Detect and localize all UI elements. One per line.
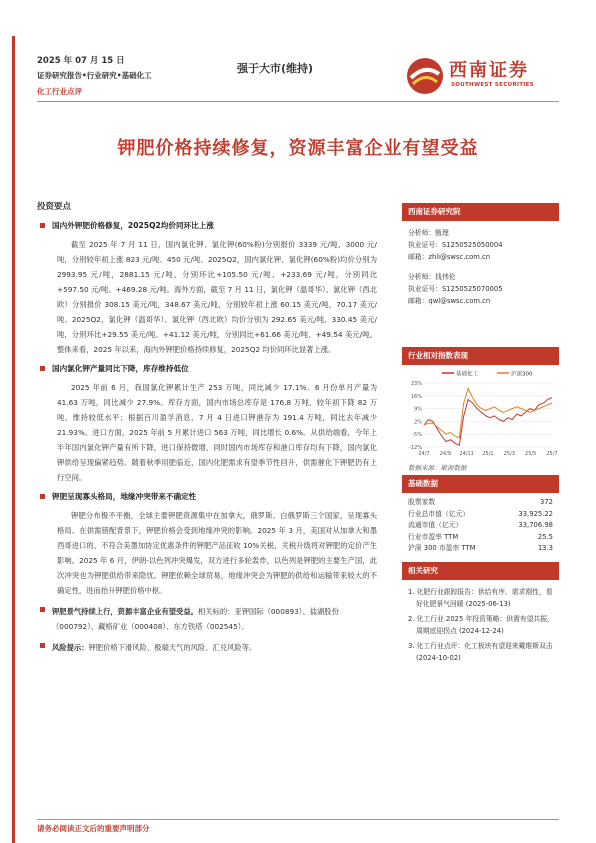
paragraph: 2025 年前 6 月，我国氯化钾累计生产 253 万吨，同比减少 17.1%。6 月份单月产量为 41.63 万吨，同比减少 27.9%。库存方面，国内市场总库存是 176.8 万吨，较年初下降 82 万吨，维持较低水平；根据百川盈孚消息，7 月 4 日进口钾港存为 191.4 万吨，同比去年减少 21.93%。进口方面，2025 年前 5 月累计进口 563 万吨，同比增长 0.6%。从供给端看，今年上半年国内氯化钾产量有所下降，进口保持微增，同时国内市场库存和港口库存均有下降，国内氯化钾供给呈现偏紧趋势。随着秋季用肥临近，国内化肥需求有望季节性回升，供需催化下钾肥仍有上行空间。 (57, 383, 377, 482)
chart-source: 数据来源：聚源数据 (408, 464, 467, 472)
x-tick-label: 25/5 (525, 451, 537, 457)
x-tick-label: 24/7 (418, 451, 430, 457)
report-date: 2025 年 07 月 15 日 (37, 56, 125, 66)
company-logo (405, 52, 555, 100)
related-targets-text: 相关标的：亚钾国际（000893）、盐湖股份（000792）、藏格矿业（000408）、东方铁塔（002545）。 (52, 607, 339, 631)
y-tick-label: 16% (410, 393, 422, 400)
sidebar-title-basic: 基础数据 (402, 475, 559, 493)
sidebar-title-chart: 行业相对指数表现 (402, 347, 559, 365)
report-type: 化工行业点评 (37, 87, 82, 96)
y-tick-label: 9% (414, 406, 422, 413)
analyst-name: 分析师：甄理 (408, 229, 449, 237)
bullet-heading (37, 220, 377, 231)
analyst-name: 分析师：钱伟伦 (408, 273, 456, 281)
basic-value: 33,706.98 (518, 521, 553, 529)
bullet-square-icon (40, 494, 45, 499)
relative-index-chart (402, 367, 559, 463)
bullet-heading (37, 363, 377, 374)
bullet-heading-text: 国内氯化钾产量同比下降，库存维持低位 (52, 364, 189, 373)
basic-key: 行业总市值（亿元） (408, 509, 470, 518)
basic-row (402, 497, 559, 509)
bullet-heading-text: 钾肥呈现寡头格局，地缘冲突带来不确定性 (52, 492, 197, 501)
sidebar-title-research: 西南证券研究院 (402, 203, 559, 221)
industry-rating: 强于大市(维持) (237, 62, 314, 75)
bullet-square-icon (40, 223, 45, 228)
bullet-square-icon (40, 607, 45, 612)
risk-warning-text: 钾肥价格下滑风险、极端天气的风险、汇兑风险等。 (88, 643, 257, 652)
email-label: 邮箱： (408, 253, 429, 261)
related-report-link[interactable]: 1. 化肥行业跟踪报告：供给有序、需求刚性，看好化肥景气回暖 (2025-06-13) (408, 588, 553, 608)
basic-value: 33,925.22 (518, 509, 553, 518)
y-tick-label: -12% (409, 445, 422, 451)
related-report-link[interactable]: 3. 化工行业点评：化工板块有望迎来戴维斯双击 (2024-10-02) (408, 642, 553, 662)
basic-key: 沪深 300 市盈率 TTM (408, 544, 476, 552)
logo-text-en: SOUTHWEST SECURITIES (451, 82, 534, 88)
basic-key: 流通市值（亿元） (408, 521, 463, 529)
email-label: 邮箱： (408, 297, 429, 305)
bullet-square-icon (40, 366, 45, 371)
legend-label: 沪深300 (511, 371, 533, 378)
x-tick-label: 25/7 (546, 451, 558, 457)
bullet-heading (37, 491, 377, 502)
y-tick-label: 2% (414, 419, 422, 426)
basic-key: 行业市盈率 TTM (408, 532, 459, 541)
x-tick-label: 24/9 (439, 451, 451, 457)
bullet-heading-text: 国内外钾肥价格修复，2025Q2均价同环比上涨 (52, 221, 214, 230)
footer-divider (37, 819, 559, 820)
sidebar-basic-data (402, 475, 559, 555)
basic-value: 13.3 (537, 544, 553, 552)
report-category: 证券研究报告•行业研究•基础化工 (37, 71, 152, 80)
bullet-heading-text: 钾肥景气持续上行，资源丰富企业有望受益。 (52, 607, 198, 616)
x-tick-label: 24/11 (459, 451, 474, 457)
basic-row (402, 543, 559, 555)
bullet-square-icon (40, 643, 45, 648)
bullet-inline (37, 640, 377, 655)
y-tick-label: -5% (412, 432, 422, 439)
header-divider (37, 101, 559, 102)
main-content (37, 200, 377, 661)
sidebar-chart (402, 347, 559, 472)
bullet-inline (37, 604, 377, 634)
section-heading: 投资要点 (37, 202, 72, 212)
y-tick-label: 23% (410, 381, 422, 387)
x-tick-label: 25/1 (482, 451, 494, 457)
sidebar-title-related: 相关研究 (402, 562, 559, 580)
x-tick-label: 25/3 (503, 451, 515, 457)
analyst-email-link[interactable]: zhli@swsc.com.cn (428, 253, 491, 261)
analyst-email-link[interactable]: qwl@swsc.com.cn (428, 297, 491, 305)
paragraph: 钾肥分布极不平衡，全球主要钾肥资源集中在加拿大，俄罗斯、白俄罗斯三个国家，呈现寡头格局。在供需错配背景下，钾肥价格会受到地缘冲突的影响。2025 年 3 月，美国对从加拿大和墨西哥进口的、不符合美墨加协定优惠条件的钾肥产品征收 10%关税，关税升级将对钾肥的定价产生影响。2025 年 6 月，伊朗-以色列冲突爆发，双方进行多轮轰炸，以色列是钾肥的主要生产国，此次冲突也为钾肥供给带来隐忧。钾肥依赖全球贸易，地缘冲突会为钾肥的供给和运输带来较大的不确定性，进而抬升钾肥价格中枢。 (57, 511, 377, 595)
sidebar-related-research (402, 562, 559, 667)
basic-row (402, 532, 559, 544)
related-report-link[interactable]: 2. 化工行业 2025 年投资策略：供需有望共振，周期底迎拐点 (2024-12-24) (408, 615, 554, 635)
left-accent-bar (12, 36, 15, 843)
bullet-heading-text: 风险提示： (52, 643, 89, 652)
logo-mark-icon (405, 56, 445, 96)
basic-row (402, 520, 559, 532)
basic-value: 372 (540, 498, 553, 506)
sidebar-research (402, 203, 559, 307)
logo-text-cn: 西南证券 (449, 60, 529, 81)
basic-row (402, 509, 559, 521)
basic-key: 股票家数 (408, 498, 436, 506)
analyst-cert: 执业证号：S1250525070005 (408, 285, 503, 293)
analyst-cert: 执业证号：S1250525050004 (408, 241, 503, 249)
report-title: 钾肥价格持续修复，资源丰富企业有望受益 (117, 138, 479, 159)
paragraph: 截至 2025 年 7 月 11 日，国内氯化钾、氯化钾(60%粉)分别报价 3339 元/吨、3000 元/吨，分别较年初上涨 823 元/吨、450 元/吨。2025Q2，国内氯化钾、氯化钾(60%粉)均价分别为 2993.95 元/吨，2881.15 元/吨，分别环比+105.50 元/吨、+233.69 元/吨，分别同比+597.50 元/吨、+469.28 元/吨。海外方面，截至 7 月 11 日，氯化钾（温哥华）、氯化钾（西北欧）分别报价 308.15 美元/吨，348.67 美元/吨，分别较年初上涨 60.15 美元/吨，70.17 美元/吨。2025Q2，氯化钾（温哥华）、氯化钾（西北欧）均价分别为 292.65 美元/吨、330.45 美元/吨，分别环比+29.55 美元/吨、+41.12 美元/吨，分别同比+61.66 美元/吨、+49.54 美元/吨。整体来看，2025 年以来，海内外钾肥价格持续修复，2025Q2 均价同环比显著上涨。 (57, 240, 377, 354)
legend-label: 基础化工 (456, 371, 479, 378)
footer-disclaimer: 请务必阅读正文后的重要声明部分 (37, 824, 150, 833)
basic-value: 25.5 (537, 532, 553, 541)
